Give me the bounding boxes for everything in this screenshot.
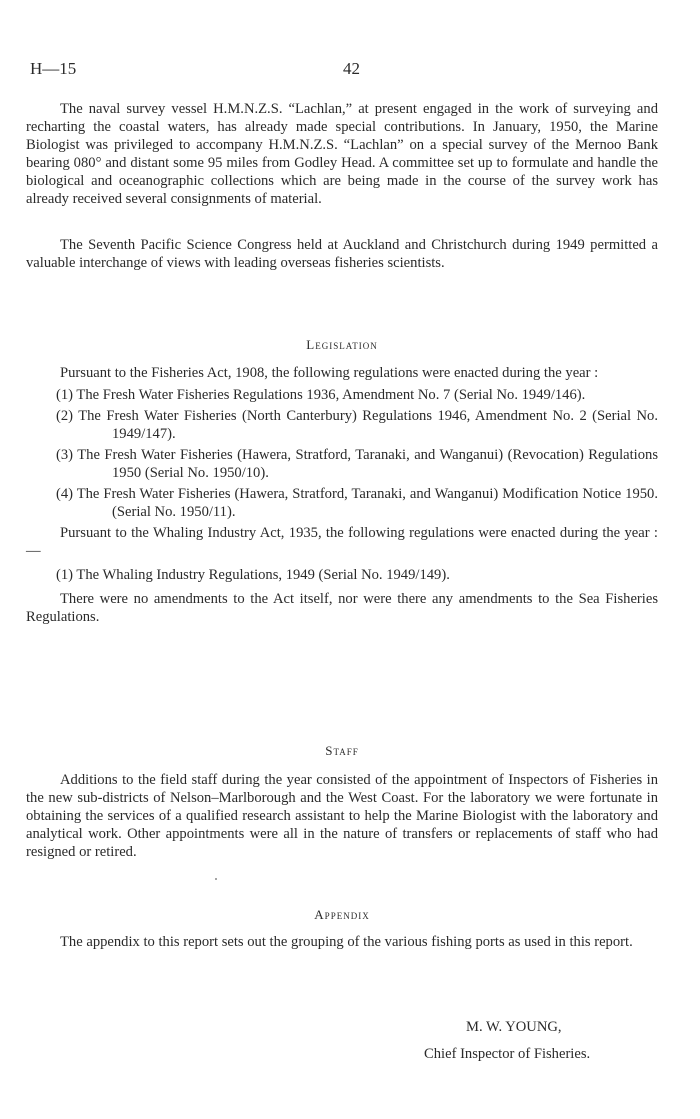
print-speck [215,878,217,880]
intro-paragraph: The naval survey vessel H.M.N.Z.S. “Lachlan,” at present engaged in the work of surveying and recharting the coastal waters, has already made special contributions. In January, 1950, the Marine Biologist was privileged to accompany H.M.N.Z.S. “Lachlan” on a special survey of the Mernoo Bank bearing 080° and distant some 95 miles from Godley Head. A committee set up to formulate and handle the biological and oceanographic collections which are being made in the course of the survey work has already received several consignments of material. [26,101,658,207]
legislation-closing: There were no amendments to the Act itself, nor were there any amendments to the Sea Fisheries Regulations. [26,591,658,625]
signatory-name: M. W. YOUNG, [466,1019,562,1035]
appendix-paragraph: The appendix to this report sets out the grouping of the various fishing ports as used in this report. [60,934,633,950]
legislation-section [26,364,658,626]
intro-paragraph-1-block [26,100,658,208]
fisheries-regulation-item: (3) The Fresh Water Fisheries (Hawera, Stratford, Taranaki, and Wanganui) (Revocation) Regulations 1950 (Serial No. 1950/10). [56,447,658,481]
fisheries-regulation-item: (2) The Fresh Water Fisheries (North Canterbury) Regulations 1946, Amendment No. 2 (Serial No. 1949/147). [56,408,659,442]
page-number: 42 [343,59,360,78]
staff-section [26,771,658,861]
signatory-title: Chief Inspector of Fisheries. [424,1046,591,1062]
report-reference: H—15 [30,59,77,78]
fisheries-regulation-item: (4) The Fresh Water Fisheries (Hawera, Stratford, Taranaki, and Wanganui) Modification Notice 1950. (Serial No. 1950/11). [56,486,658,520]
staff-paragraph: Additions to the field staff during the year consisted of the appointment of Inspectors of Fisheries in the new sub-districts of Nelson–Marlborough and the West Coast. For the laboratory we were fortunate in obtaining the services of a qualified research assistant to help the Marine Biologist with the laboratory and analytical work. Other appointments were all in the nature of transfers or replacements of staff who had resigned or retired. [26,772,658,860]
intro-paragraph-2-block [26,236,658,272]
whaling-regulation-item: (1) The Whaling Industry Regulations, 1949 (Serial No. 1949/149). [56,567,450,583]
appendix-section [26,933,658,951]
page-header [30,60,670,82]
appendix-heading: Appendix [314,907,370,922]
whaling-act-intro: Pursuant to the Whaling Industry Act, 1935, the following regulations were enacted during the year :— [26,525,658,559]
legislation-heading: Legislation [306,337,378,352]
fisheries-regulation-item: (1) The Fresh Water Fisheries Regulations 1936, Amendment No. 7 (Serial No. 1949/146). [56,387,586,403]
staff-heading: Staff [325,743,359,758]
intro-paragraph: The Seventh Pacific Science Congress held at Auckland and Christchurch during 1949 permitted a valuable interchange of views with leading overseas fisheries scientists. [26,237,658,271]
fisheries-act-intro: Pursuant to the Fisheries Act, 1908, the following regulations were enacted during the year : [60,365,599,381]
